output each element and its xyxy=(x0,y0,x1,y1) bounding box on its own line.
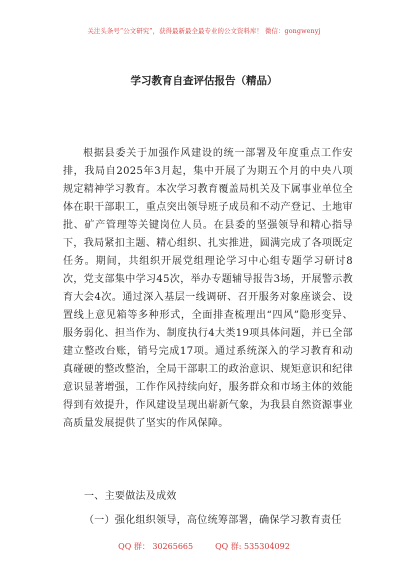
footer-contacts xyxy=(0,541,408,552)
footer-qq-group-1: QQ 群： 30265665 xyxy=(118,542,194,551)
document-title: 学习教育自查评估报告（精品） xyxy=(130,75,278,87)
footer-qq-group-2: QQ 群: 535304092 xyxy=(215,542,290,551)
section-heading: 一、主要做法及成效 xyxy=(84,491,177,502)
header-banner: 关注头条号“公文研究”，获得最新最全最专业的公文资料库！ 微信：gongwenyj xyxy=(87,27,321,35)
body-paragraph: 根据县委关于加强作风建设的统一部署及年度重点工作安排，我局自2025年3月起，集中开展了为期五个月的中央八项规定精神学习教育。本次学习教育覆盖局机关及下属事业单位全体在职干部职工，重点突出领导班子成员和不动产登记、土地审批、矿产管理等关键岗位人员。在县委的坚强领导和精心指导下，我局紧扣主题、精心组织、扎实推进，圆满完成了各项既定任务。期间，共组织开展党组理论学习中心组专题学习研讨8次，党支部集中学习45次，举办专题辅导报告3场，开展警示教育大会4次。通过深入基层一线调研、召开服务对象座谈会、设置线上意见箱等多种形式，全面排查梳理出“四风”隐形变异、服务弱化、担当作为、制度执行4大类19项具体问题，并已全部建立整改台账，销号完成17项。通过系统深入的学习教育和动真碰硬的整改整治，全局干部职工的政治意识、规矩意识和纪律意识显著增强，工作作风持续向好，服务群众和市场主体的效能得到有效提升，作风建设呈现出崭新气象，为我县自然资源事业高质量发展提供了坚实的作风保障。 xyxy=(63,148,353,429)
subsection-heading: （一）强化组织领导，高位统筹部署，确保学习教育责任 xyxy=(84,515,342,526)
